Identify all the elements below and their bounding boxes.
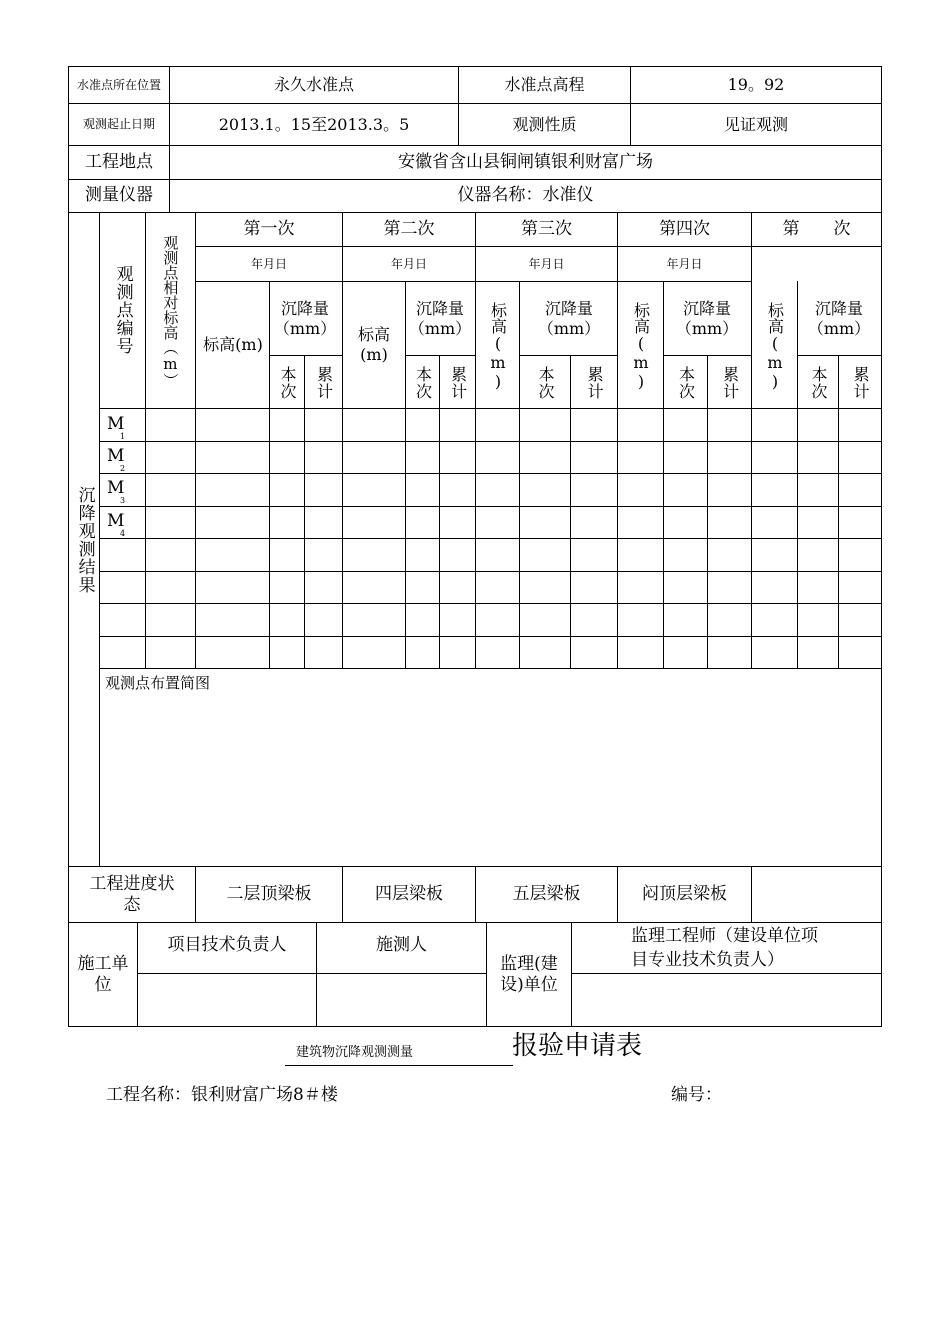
progress-stage-4: 闷顶层梁板 <box>642 883 727 904</box>
site-label: 工程地点 <box>85 151 153 172</box>
round-5-cum: 累计 <box>851 365 870 400</box>
tech-lead-label: 项目技术负责人 <box>167 935 287 955</box>
round-2-elev-label: 标高(m) <box>357 325 390 364</box>
point-m3 <box>107 474 143 504</box>
border-right <box>881 66 882 1027</box>
round-5-this: 本次 <box>809 365 828 400</box>
round-3-this: 本次 <box>536 365 555 400</box>
round-5-label: 第 次 <box>782 218 851 239</box>
point-m4 <box>107 507 143 537</box>
point-m2-sub: 2 <box>120 464 126 473</box>
site-value: 安徽省含山县铜闸镇银利财富广场 <box>398 151 653 172</box>
period-value: 2013.1。15至2013.3。5 <box>218 114 410 134</box>
footer-project-name: 工程名称：银利财富广场8＃楼 <box>106 1085 338 1106</box>
round-4-cum: 累计 <box>720 365 740 400</box>
round-1-elev-label: 标高(m) <box>203 335 263 354</box>
benchmark-location-label: 水准点所在位置 <box>76 77 161 92</box>
round-4-date: 年月日 <box>666 256 703 271</box>
period-label: 观测起止日期 <box>82 117 155 131</box>
round-2-date: 年月日 <box>390 256 427 271</box>
border-top <box>68 66 882 67</box>
supervisor-label: 监理工程师（建设单位项目专业技术负责人） <box>631 926 818 970</box>
round-2-cum: 累计 <box>448 365 468 400</box>
instrument-value: 仪器名称：水准仪 <box>457 185 594 206</box>
layout-sketch-label: 观测点布置简图 <box>105 673 211 692</box>
round-5-settle-label: 沉降量（mm） <box>807 299 871 338</box>
construction-unit-label: 施工单位 <box>77 953 129 995</box>
round-5-elev-label: 标高(m) <box>765 301 785 391</box>
round-1-this: 本次 <box>278 365 297 400</box>
round-2-label: 第二次 <box>383 218 435 239</box>
nature-label: 观测性质 <box>512 114 577 134</box>
relative-elev-label: 观测点相对标高（m） <box>161 234 180 388</box>
progress-stage-5 <box>752 867 881 922</box>
round-4-label: 第四次 <box>659 218 710 239</box>
round-3-elev-label: 标高(m) <box>488 301 508 391</box>
round-2-this: 本次 <box>413 365 433 400</box>
footer-title-underline <box>285 1065 513 1066</box>
progress-label: 工程进度状 态 <box>89 873 192 915</box>
point-no-label: 观测点编号 <box>112 265 133 355</box>
benchmark-location-value: 永久水准点 <box>273 75 354 94</box>
round-3-settle-label: 沉降量（mm） <box>537 299 601 338</box>
round-4-elev-label: 标高(m) <box>631 301 651 391</box>
round-4-this: 本次 <box>676 365 696 400</box>
round-1-settle-label: 沉降量（mm） <box>273 299 337 338</box>
round-3-date: 年月日 <box>528 256 565 271</box>
point-m1-sub: 1 <box>120 432 126 441</box>
round-1-cum: 累计 <box>314 365 334 400</box>
round-2-settle-label: 沉降量（mm） <box>408 299 472 338</box>
section-label-results: 沉降观测结果 <box>74 486 95 594</box>
border-bottom <box>68 1026 882 1027</box>
round-3-cum: 累计 <box>585 365 604 400</box>
benchmark-elevation-label: 水准点高程 <box>504 75 585 94</box>
round-1-date: 年月日 <box>250 256 287 271</box>
point-m4-sub: 4 <box>120 529 126 538</box>
footer-small-title: 建筑物沉降观测测量 <box>296 1044 414 1060</box>
round-3-label: 第三次 <box>521 218 572 239</box>
progress-stage-3: 五层梁板 <box>512 883 581 904</box>
footer-number-label: 编号： <box>671 1085 722 1106</box>
nature-value: 见证观测 <box>723 114 788 134</box>
benchmark-elevation-value: 19。92 <box>727 75 785 94</box>
round-1-label: 第一次 <box>243 218 295 239</box>
point-m4-letter: M <box>107 511 125 532</box>
point-m2-letter: M <box>107 446 125 467</box>
round-4-settle-label: 沉降量（mm） <box>675 299 739 338</box>
progress-stage-1: 二层顶梁板 <box>226 883 312 904</box>
surveyor-label: 施测人 <box>376 935 427 955</box>
instrument-label: 测量仪器 <box>85 185 153 206</box>
point-m1-letter: M <box>107 414 125 435</box>
point-m1 <box>107 410 143 440</box>
point-m3-letter: M <box>107 478 125 499</box>
supervision-unit-label: 监理(建设)单位 <box>500 953 558 995</box>
progress-stage-2: 四层梁板 <box>375 883 443 904</box>
footer-big-title: 报验申请表 <box>512 1030 643 1061</box>
point-m3-sub: 3 <box>120 496 126 505</box>
point-m2 <box>107 442 143 472</box>
